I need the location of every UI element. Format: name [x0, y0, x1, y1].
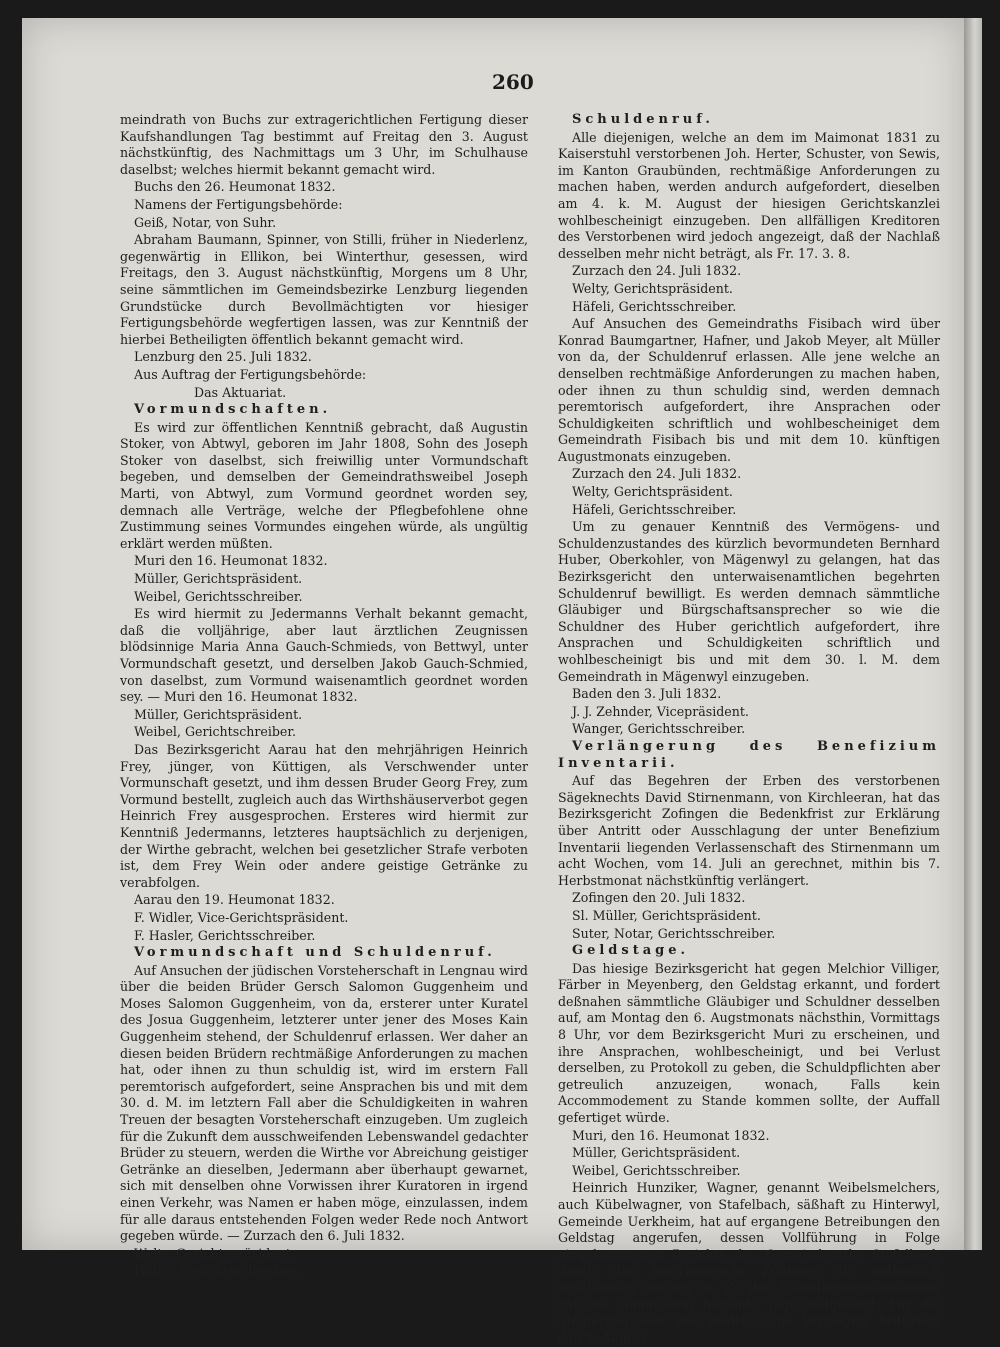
page-number: 260 [492, 70, 534, 94]
notice-signature: Weibel, Gerichtschreiber. [134, 724, 297, 740]
notice-signature: F. Hasler, Gerichtsschreiber. [134, 927, 316, 943]
notice-paragraph: Auf Ansuchen des Gemeindraths Fisibach wird über Konrad Baumgartner, Hafner, und Jakob Meyer, alt Müller von da, der Schuldenruf erlassen. Alle jene welche an denselben rechtmäßige Anforderungen zu machen haben, oder ihnen zu thun schuldig sind, werden demnach peremtorisch aufgefordert, ihre Ansprachen oder Schuldigkeiten schriftlich und wohlbescheiniget dem Gemeindrath Fisibach bis und mit dem 10. künftigen Augustmonats einzugeben. [558, 316, 940, 464]
notice-paragraph: meindrath von Buchs zur extragerichtlichen Fertigung dieser Kaufshandlungen Tag bestimmt auf Freitag den 3. August nächstkünftig, des Nachmittags um 3 Uhr, im Schulhause daselbst; welches hiermit bekannt gemacht wird. [120, 112, 528, 177]
book-gutter [964, 18, 982, 1250]
notice-paragraph: Es wird zur öffentlichen Kenntniß gebracht, daß Augustin Stoker, von Abtwyl, geboren im Jahr 1808, Sohn des Joseph Stoker von daselbst, sich freiwillig unter Vormundschaft begeben, und demselben der Gemeindrathsweibel Joseph Marti, von Abtwyl, zum Vormund geordnet worden sey, demnach alle Verträge, welche der Pflegbefohlene ohne Zustimmung seines Vormundes eingehen würde, als ungültig erklärt werden müßten. [120, 419, 528, 551]
notice-dateline: Lenzburg den 25. Juli 1832. [134, 349, 312, 365]
notice-signature: Müller, Gerichtspräsident. [572, 1145, 741, 1161]
notice-signature: Sl. Müller, Gerichtspräsident. [572, 907, 761, 923]
notice-paragraph: Abraham Baumann, Spinner, von Stilli, früher in Niederlenz, gegenwärtig in Ellikon, bei Winterthur, gesessen, wird Freitags, den 3. August nächstkünftig, Morgens um 8 Uhr, seine sämmtlichen im Gemeindsbezirke Lenzburg liegenden Grundstücke durch Bevollmächtigten vor hiesiger Fertigungsbehörde wegfertigen lassen, was zur Kenntniß der hierbei Betheiligten öffentlich bekannt gemacht wird. [120, 232, 528, 347]
notice-signature: Weibel, Gerichtsschreiber. [134, 588, 303, 604]
notice-dateline: Zurzach den 24. Juli 1832. [572, 263, 742, 279]
notice-paragraph: Heinrich Hunziker, Wagner, genannt Weibelsmelchers, auch Kübelwagner, von Stafelbach, säßhaft zu Hinterwyl, Gemeinde Uerkheim, hat auf ergangene Betreibungen den Geldstag angerufen, dessen Vollführung in Folge eingekommenen Berichts des Gemeinderaths Stafelbach durch das Bezirksgericht Zofingen als unthunlich beschlossen worden ist. Zu den Geldstagsverhandlungen hat die Commission folgende Tage festgesetzt: Für die Steigerung über das geldstägliche Vermögen: Mittwoch den 8. August [558, 1180, 940, 1345]
notice-signature: Welty, Gerichtspräsident. [134, 1245, 295, 1261]
notice-signature: F. Widler, Vice-Gerichtspräsident. [134, 909, 349, 925]
notice-signature: Wanger, Gerichtsschreiber. [572, 721, 746, 737]
notice-signature: Häfeli, Gerichtsschreiber. [134, 1263, 299, 1279]
notice-paragraph: Es wird hiermit zu Jedermanns Verhalt bekannt gemacht, daß die volljährige, aber laut ärztlichen Zeugnissen blödsinnige Maria Anna Gauch-Schmieds, von Bettwyl, unter Vormundschaft gesetzt, und derselben Jakob Gauch-Schmied, von daselbst, zum Vormund waisenamtlich geordnet worden sey. — Muri den 16. Heumonat 1832. [120, 606, 528, 705]
notice-signature: Namens der Fertigungsbehörde: [134, 196, 343, 212]
notice-paragraph: Das Bezirksgericht Aarau hat den mehrjährigen Heinrich Frey, jünger, von Küttigen, als Verschwender unter Vormunschaft gesetzt, und ihm dessen Bruder Georg Frey, zum Vormund bestellt, zugleich auch das Wirthshäuserverbot gegen Heinrich Frey ausgesprochen. Ersteres wird hiermit zur Kenntniß Jedermanns, letzteres hauptsächlich zu derjenigen, der Wirthe gebracht, welchen bei gesetzlicher Strafe verboten ist, dem Frey Wein oder andere geistige Getränke zu verabfolgen. [120, 741, 528, 890]
notice-dateline: Zurzach den 24. Juli 1832. [572, 466, 742, 482]
notice-signature: Weibel, Gerichtsschreiber. [572, 1162, 741, 1178]
right-column [558, 112, 940, 1347]
section-heading: Vormundschaft und Schuldenruf. [134, 945, 496, 961]
notice-dateline: Muri, den 16. Heumonat 1832. [572, 1127, 770, 1143]
notice-signature: Müller, Gerichtspräsident. [134, 706, 303, 722]
section-heading: Verlängerung des Benefizium Inventarii. [558, 738, 940, 771]
notice-dateline: Muri den 16. Heumonat 1832. [134, 553, 328, 569]
notice-paragraph: Auf das Begehren der Erben des verstorbenen Sägeknechts David Stirnenmann, von Kirchleeran, hat das Bezirksgericht Zofingen die Bedenkfrist zur Erklärung über Antritt oder Ausschlagung der unter Benefizium Inventarii liegenden Verlassenschaft des Stirnenmann um acht Wochen, vom 14. Juli an gerechnet, mithin bis 7. Herbstmonat nächstkünftig verlängert. [558, 773, 940, 888]
notice-dateline: Baden den 3. Juli 1832. [572, 686, 722, 702]
left-column [120, 112, 528, 1281]
notice-signature: Welty, Gerichtspräsident. [572, 484, 733, 500]
notice-signature: J. J. Zehnder, Vicepräsident. [572, 703, 749, 719]
notice-paragraph: Das hiesige Bezirksgericht hat gegen Melchior Villiger, Färber in Meyenberg, den Geldstag erkannt, und fordert deßnahen sämmtliche Gläubiger und Schuldner desselben auf, am Montag den 6. Augstmonats nächsthin, Vormittags 8 Uhr, vor dem Bezirksgericht Muri zu erscheinen, und ihre Ansprachen, wohlbescheinigt, und bei Verlust derselben, zu Protokoll zu geben, die Schuldpflichten aber getreulich anzuzeigen, wonach, Falls kein Accommodement zu Stande kommen sollte, der Auffall gefertiget würde. [558, 960, 940, 1126]
notice-signature: Welty, Gerichtspräsident. [572, 280, 733, 296]
newspaper-page [22, 18, 964, 1345]
notice-signature: Geiß, Notar, von Suhr. [134, 214, 277, 230]
notice-dateline: Aarau den 19. Heumonat 1832. [134, 892, 335, 908]
notice-signature: Müller, Gerichtspräsident. [134, 571, 303, 587]
section-heading: Geldstage. [572, 943, 690, 959]
notice-dateline: Buchs den 26. Heumonat 1832. [134, 179, 336, 195]
section-heading: Vormundschaften. [134, 402, 332, 418]
notice-signature: Suter, Notar, Gerichtsschreiber. [572, 925, 776, 941]
notice-paragraph: Alle diejenigen, welche an dem im Maimonat 1831 zu Kaiserstuhl verstorbenen Joh. Herter, Schuster, von Sewis, im Kanton Graubünden, rechtmäßige Anforderungen zu machen haben, werden andurch aufgefordert, dieselben am 4. k. M. August der hiesigen Gerichtskanzlei wohlbescheinigt einzugeben. Den allfälligen Kreditoren des Verstorbenen wird jedoch angezeigt, daß der Nachlaß desselben mehr nicht beträgt, als Fr. 17. 3. 8. [558, 129, 940, 261]
notice-signature: Aus Auftrag der Fertigungsbehörde: [134, 366, 367, 382]
notice-signature: Häfeli, Gerichtsschreiber. [572, 298, 737, 314]
notice-dateline: Zofingen den 20. Juli 1832. [572, 890, 746, 906]
notice-paragraph: Um zu genauer Kenntniß des Vermögens- und Schuldenzustandes des kürzlich bevormundeten Bernhard Huber, Oberkohler, von Mägenwyl zu gelangen, hat das Bezirksgericht den unterwaisenamtlichen begehrten Schuldenruf bewilligt. Es werden demnach sämmtliche Gläubiger und Bürgschaftsansprecher so wie die Schuldner des Huber gerichtlich aufgefordert, ihre Ansprachen und Schuldigkeiten schriftlich und wohlbescheinigt bis und mit dem 30. l. M. dem Gemeindrath in Mägenwyl einzugeben. [558, 519, 940, 684]
section-heading: Schuldenruf. [572, 112, 714, 127]
notice-paragraph: Auf Ansuchen der jüdischen Vorsteherschaft in Lengnau wird über die beiden Brüder Gersch Salomon Guggenheim und Moses Salomon Guggenheim, von da, ersterer unter Kuratel des Josua Guggenheim, letzterer unter jener des Moses Kain Guggenheim stehend, der Schuldenruf erlassen. Wer daher an diesen beiden Brüdern rechtmäßige Anforderungen zu machen hat, oder ihnen zu thun schuldig ist, wird im erstern Fall peremtorisch aufgefordert, seine Ansprachen bis und mit dem 30. d. M. im letztern Fall aber die Schuldigkeiten in wahren Treuen der besagten Vorsteherschaft einzugeben. Um zugleich für die Zukunft dem ausschweifenden Lebenswandel gedachter Brüder zu steuern, werden die Wirthe vor Abreichung geistiger Getränke an dieselben, Jedermann aber überhaupt gewarnet, sich mit denselben ohne Vorwissen ihrer Kuratoren in irgend einen Verkehr, was Namen er haben möge, einzulassen, indem für alle daraus entstehenden Folgen weder Rede noch Antwort gegeben würde. — Zurzach den 6. Juli 1832. [120, 962, 528, 1244]
notice-signature: Häfeli, Gerichtsschreiber. [572, 501, 737, 517]
notice-signature: Das Aktuariat. [194, 384, 287, 400]
